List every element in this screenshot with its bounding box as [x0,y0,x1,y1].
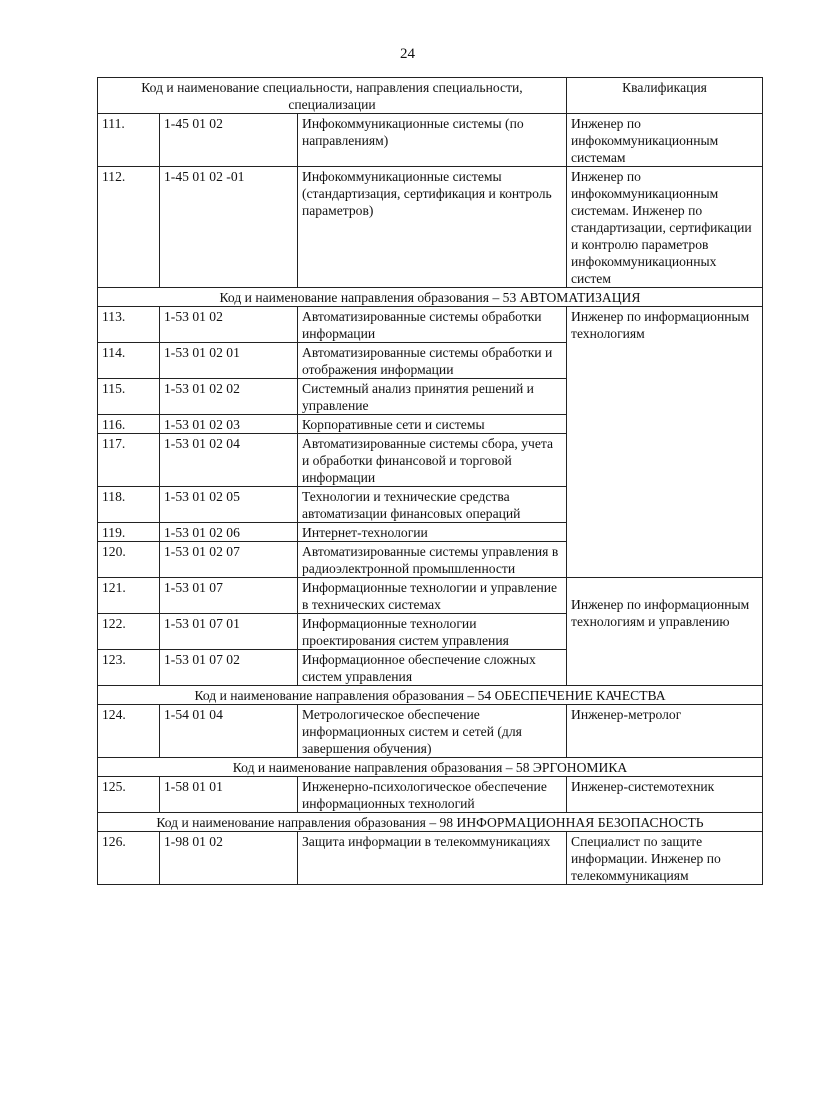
section-heading: Код и наименование направления образования – 98 ИНФОРМАЦИОННАЯ БЕЗОПАСНОСТЬ [98,813,763,832]
section-row [98,758,763,777]
row-number: 115. [98,379,160,415]
row-number: 116. [98,415,160,434]
specialty-name: Защита информации в телекоммуникациях [298,832,567,885]
table-row [98,578,763,614]
specialty-name: Системный анализ принятия решений и управление [298,379,567,415]
specialty-name: Информационные технологии и управление в технических системах [298,578,567,614]
table-row [98,705,763,758]
section-row [98,813,763,832]
table-row [98,167,763,288]
row-number: 120. [98,542,160,578]
specialty-code: 1-53 01 02 04 [160,434,298,487]
row-number: 123. [98,650,160,686]
specialty-code: 1-53 01 07 [160,578,298,614]
specialty-name: Метрологическое обеспечение информационных систем и сетей (для завершения обучения) [298,705,567,758]
row-number: 113. [98,307,160,343]
row-number: 114. [98,343,160,379]
row-number: 117. [98,434,160,487]
row-number: 126. [98,832,160,885]
table-row [98,777,763,813]
specialty-code: 1-45 01 02 [160,114,298,167]
specialty-name: Автоматизированные системы обработки информации [298,307,567,343]
qualification: Инженер-метролог [567,705,763,758]
header-specialty: Код и наименование специальности, направления специальности, специализации [98,78,567,114]
row-number: 121. [98,578,160,614]
specialty-name: Инженерно-психологическое обеспечение информационных технологий [298,777,567,813]
specialty-name: Информационное обеспечение сложных систем управления [298,650,567,686]
row-number: 112. [98,167,160,288]
specialty-code: 1-53 01 02 07 [160,542,298,578]
specialty-code: 1-53 01 02 06 [160,523,298,542]
specialty-name: Интернет-технологии [298,523,567,542]
section-heading: Код и наименование направления образования – 53 АВТОМАТИЗАЦИЯ [98,288,763,307]
specialty-code: 1-98 01 02 [160,832,298,885]
table-row [98,114,763,167]
specialty-code: 1-58 01 01 [160,777,298,813]
specialty-code: 1-53 01 02 05 [160,487,298,523]
row-number: 125. [98,777,160,813]
specialty-code: 1-53 01 02 [160,307,298,343]
section-row [98,288,763,307]
qualification-merged: Инженер по информационным технологиям и управлению [567,578,763,686]
section-row [98,686,763,705]
specialty-code: 1-53 01 02 02 [160,379,298,415]
qualification-merged: Инженер по информационным технологиям [567,307,763,578]
specialty-name: Технологии и технические средства автоматизации финансовых операций [298,487,567,523]
specialty-name: Инфокоммуникационные системы (по направлениям) [298,114,567,167]
specialty-name: Автоматизированные системы обработки и отображения информации [298,343,567,379]
specialties-table [97,77,763,885]
qualification: Инженер по инфокоммуникационным системам [567,114,763,167]
specialty-name: Инфокоммуникационные системы (стандартизация, сертификация и контроль параметров) [298,167,567,288]
table-row [98,832,763,885]
table-header-row [98,78,763,114]
specialty-code: 1-53 01 07 01 [160,614,298,650]
qualification: Инженер по инфокоммуникационным системам. Инженер по стандартизации, сертификации и контролю параметров инфокоммуникационных систем [567,167,763,288]
specialty-name: Автоматизированные системы сбора, учета и обработки финансовой и торговой информации [298,434,567,487]
specialty-name: Автоматизированные системы управления в радиоэлектронной промышленности [298,542,567,578]
specialty-code: 1-53 01 02 01 [160,343,298,379]
row-number: 122. [98,614,160,650]
specialty-code: 1-53 01 02 03 [160,415,298,434]
specialty-code: 1-54 01 04 [160,705,298,758]
row-number: 119. [98,523,160,542]
section-heading: Код и наименование направления образования – 54 ОБЕСПЕЧЕНИЕ КАЧЕСТВА [98,686,763,705]
header-qualification: Квалификация [567,78,763,114]
specialty-code: 1-53 01 07 02 [160,650,298,686]
page-number: 24 [400,46,415,62]
row-number: 124. [98,705,160,758]
section-heading: Код и наименование направления образования – 58 ЭРГОНОМИКА [98,758,763,777]
qualification: Специалист по защите информации. Инженер по телекоммуникациям [567,832,763,885]
specialty-name: Информационные технологии проектирования систем управления [298,614,567,650]
qualification: Инженер-системотехник [567,777,763,813]
row-number: 111. [98,114,160,167]
row-number: 118. [98,487,160,523]
specialty-name: Корпоративные сети и системы [298,415,567,434]
specialty-code: 1-45 01 02 -01 [160,167,298,288]
table-row [98,307,763,343]
